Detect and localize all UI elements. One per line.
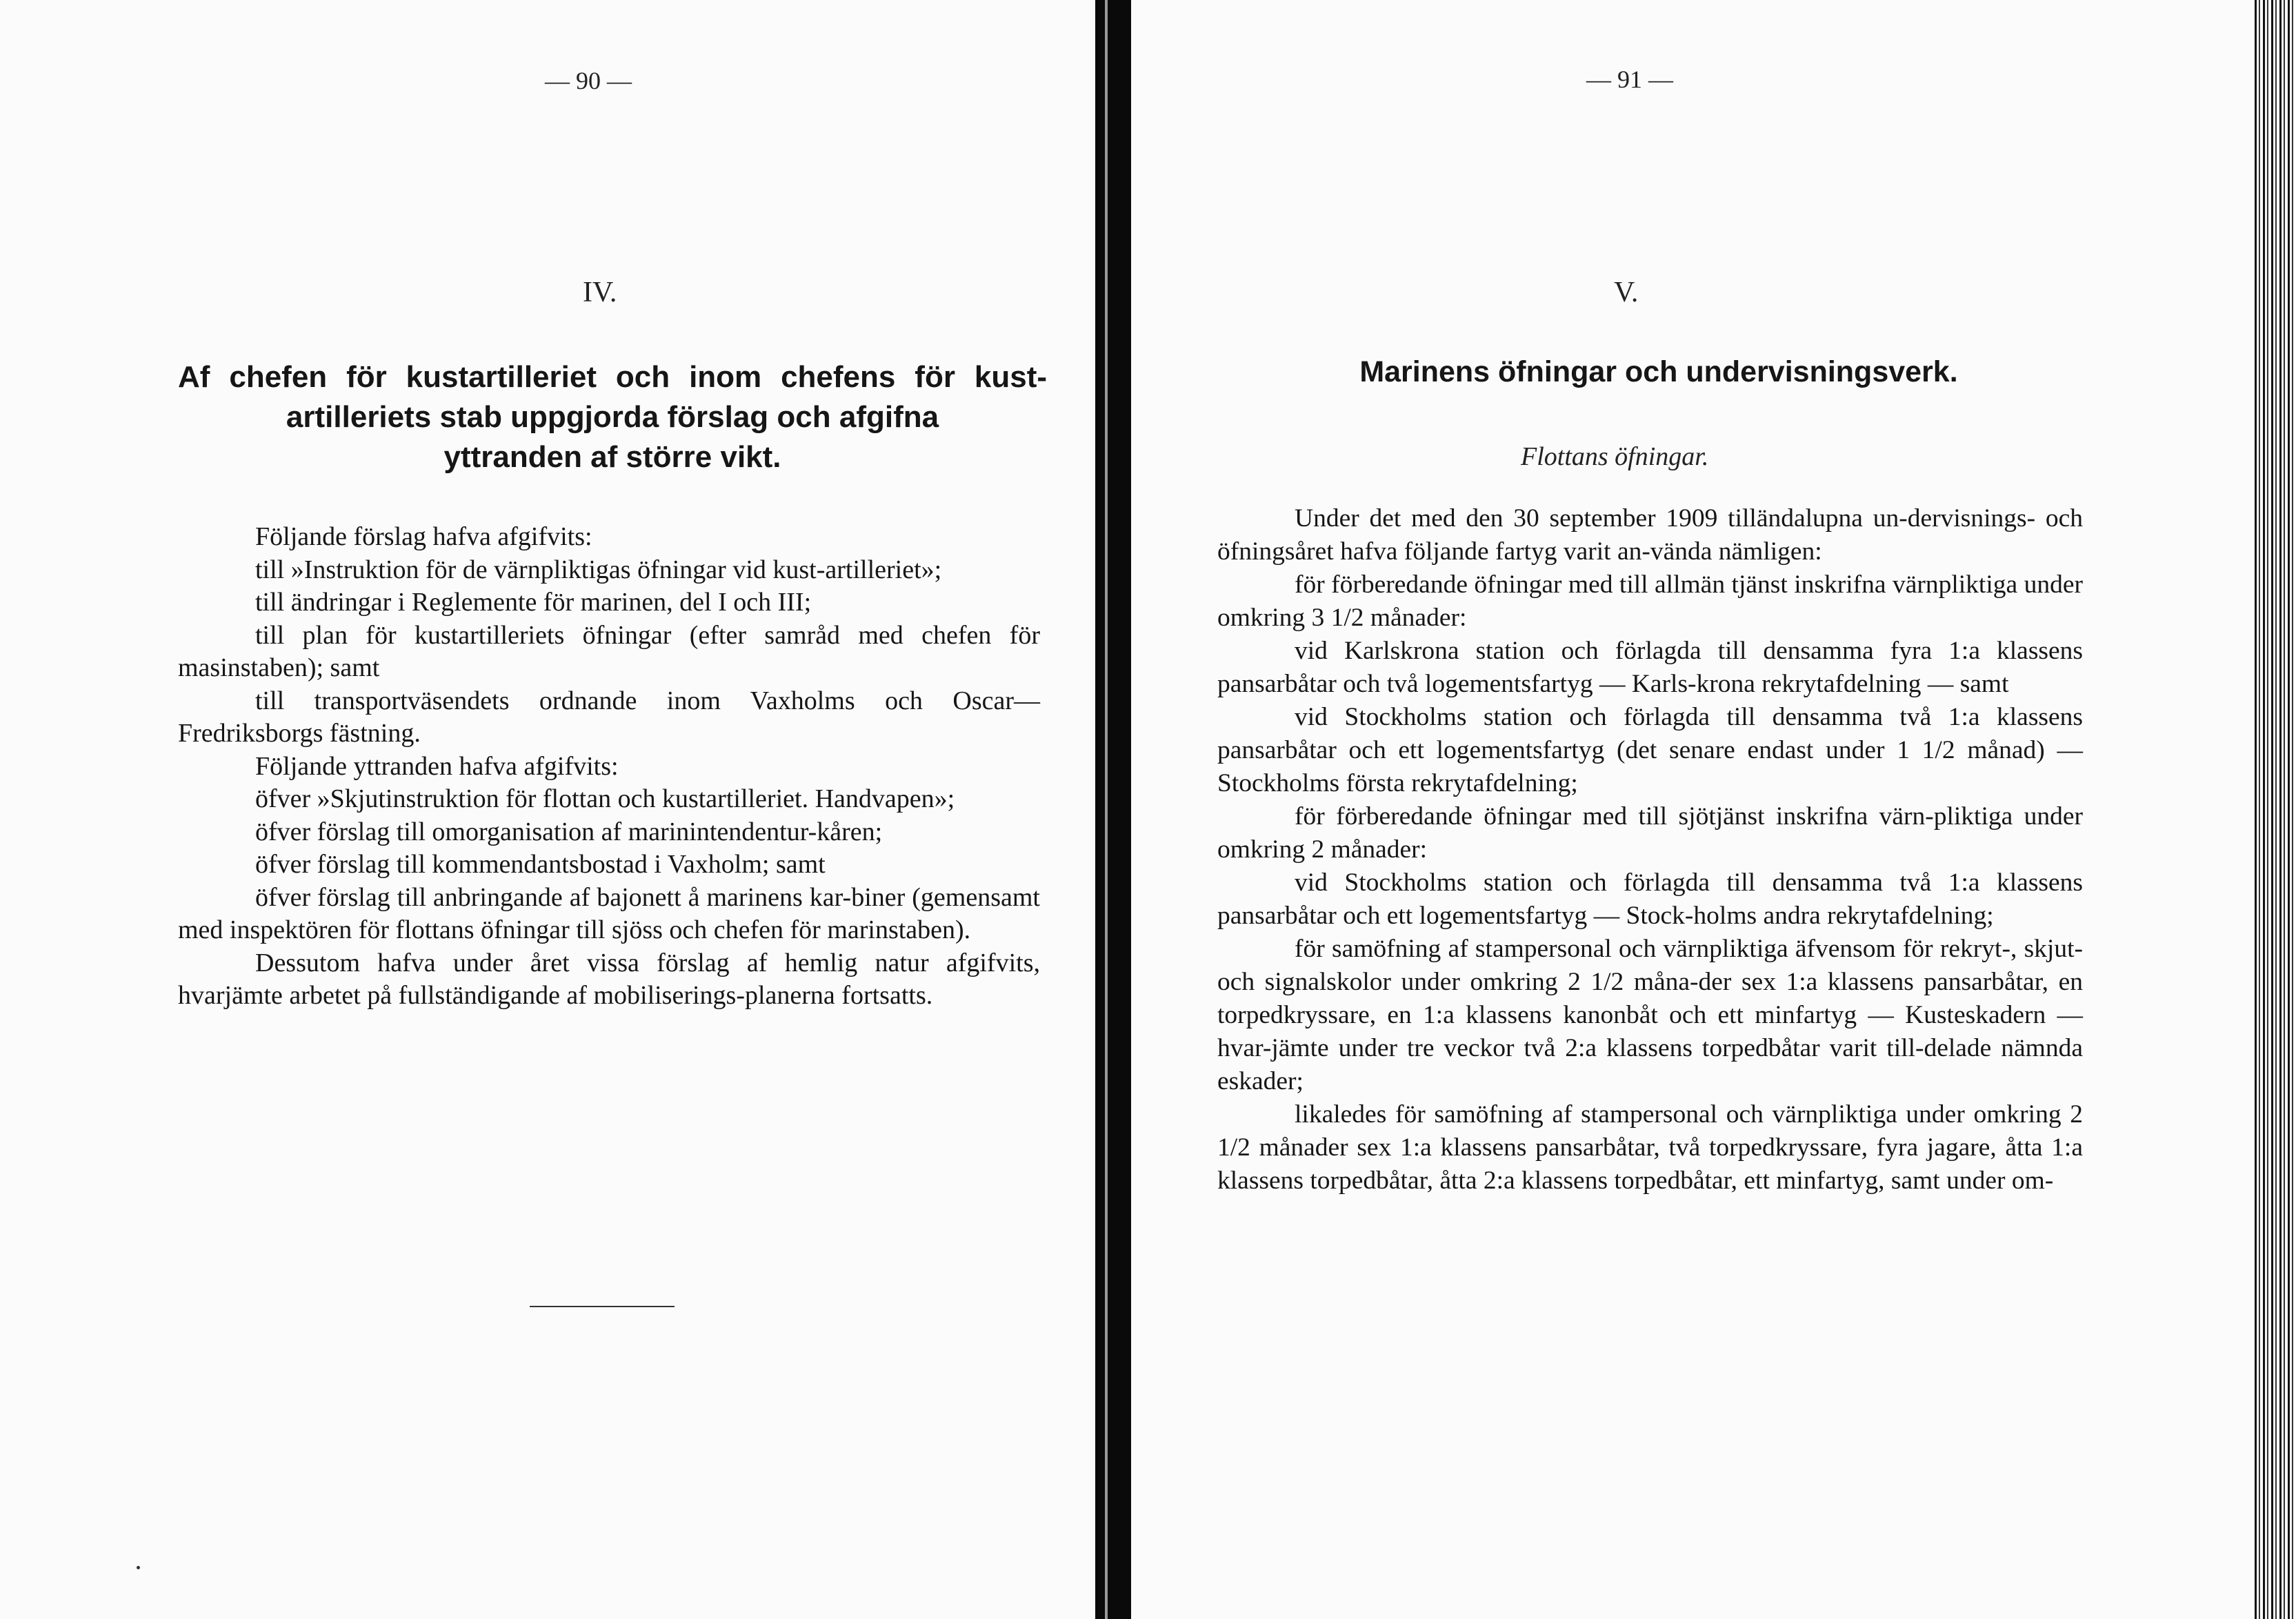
page-number: — 90 — — [545, 67, 632, 95]
page-number: — 91 — — [1586, 66, 1673, 93]
paragraph: öfver »Skjutinstruktion för flottan och kustartilleriet. Handvapen»; — [255, 784, 955, 813]
paragraph: Under det med den 30 september 1909 tilländalupna un-dervisnings- och öfningsåret hafva följande fartyg varit an-vända nämligen: — [1217, 504, 2083, 566]
heading-line: Af chefen för kustartilleriet och inom chefens för kust- — [178, 360, 1047, 394]
body-text — [178, 521, 1040, 1013]
paragraph: vid Stockholms station och förlagda till densamma två 1:a klassens pansarbåtar och ett logementsfartyg (det senare endast under 1 1/2 månad) — Stockholms första rekrytafdelning; — [1217, 703, 2083, 797]
book-edge — [2255, 0, 2296, 1619]
paragraph: till transportväsendets ordnande inom Vaxholms och Oscar—Fredriksborgs fästning. — [178, 686, 1040, 748]
right-page — [1131, 0, 2296, 1619]
left-page — [0, 0, 1095, 1619]
end-rule — [530, 1306, 675, 1307]
paragraph: för förberedande öfningar med till allmän tjänst inskrifna värnpliktiga under omkring 3 1/2 månader: — [1217, 570, 2083, 632]
paragraph: Följande yttranden hafva afgifvits: — [255, 751, 619, 781]
gutter-highlight — [1105, 0, 1108, 1619]
body-text — [1217, 502, 2083, 1198]
paragraph: Dessutom hafva under året vissa förslag af hemlig natur afgifvits, hvarjämte arbetet på fullständigande af mobiliserings-planerna fortsatts. — [178, 948, 1040, 1010]
section-numeral: IV. — [583, 277, 617, 308]
paragraph: öfver förslag till anbringande af bajonett å marinens kar-biner (gemensamt med inspektören för flottans öfningar till sjöss och chefen för marinstaben). — [178, 882, 1040, 944]
section-heading — [178, 357, 1047, 477]
paragraph: till »Instruktion för de värnpliktigas öfningar vid kust-artilleriet»; — [255, 555, 942, 584]
section-numeral: V. — [1614, 277, 1639, 308]
paragraph: Följande förslag hafva afgifvits: — [255, 522, 592, 551]
paragraph: till ändringar i Reglemente för marinen, del I och III; — [255, 588, 812, 617]
section-heading: Marinens öfningar och undervisningsverk. — [1359, 355, 1958, 388]
paragraph: öfver förslag till kommendantsbostad i Vaxholm; samt — [255, 850, 826, 879]
paragraph: vid Stockholms station och förlagda till densamma två 1:a klassens pansarbåtar och ett logementsfartyg — Stock-holms andra rekrytafdelning; — [1217, 868, 2083, 930]
paragraph: för förberedande öfningar med till sjötjänst inskrifna värn-pliktiga under omkring 2 månader: — [1217, 802, 2083, 864]
scan-speck — [137, 1566, 140, 1569]
paragraph: till plan för kustartilleriets öfningar (efter samråd med chefen för masinstaben); samt — [178, 620, 1040, 682]
heading-line: yttranden af större vikt. — [443, 440, 781, 474]
paragraph: för samöfning af stampersonal och värnpliktiga äfvensom för rekryt-, skjut- och signalskolor under omkring 2 1/2 måna-der sex 1:a klassens pansarbåtar, en torpedkryssare, en 1:a klassens kanonbåt och ett minfartyg — Kusteskadern — hvar-jämte under tre veckor två 2:a klassens torpedbåtar varit till-delade nämnda eskader; — [1217, 935, 2083, 1095]
paragraph: likaledes för samöfning af stampersonal och värnpliktiga under omkring 2 1/2 månader sex 1:a klassens pansarbåtar, två torpedkryssare, fyra jagare, åtta 1:a klassens torpedbåtar, åtta 2:a klassens torpedbåtar, ett minfartyg, samt under om- — [1217, 1100, 2083, 1195]
gutter — [1095, 0, 1131, 1619]
subheading: Flottans öfningar. — [1521, 442, 1709, 471]
paragraph: vid Karlskrona station och förlagda till densamma fyra 1:a klassens pansarbåtar och två logementsfartyg — Karls-krona rekrytafdelning — samt — [1217, 637, 2083, 698]
paragraph: öfver förslag till omorganisation af marinintendentur-kåren; — [255, 817, 883, 846]
heading-line: artilleriets stab uppgjorda förslag och afgifna — [286, 400, 939, 434]
